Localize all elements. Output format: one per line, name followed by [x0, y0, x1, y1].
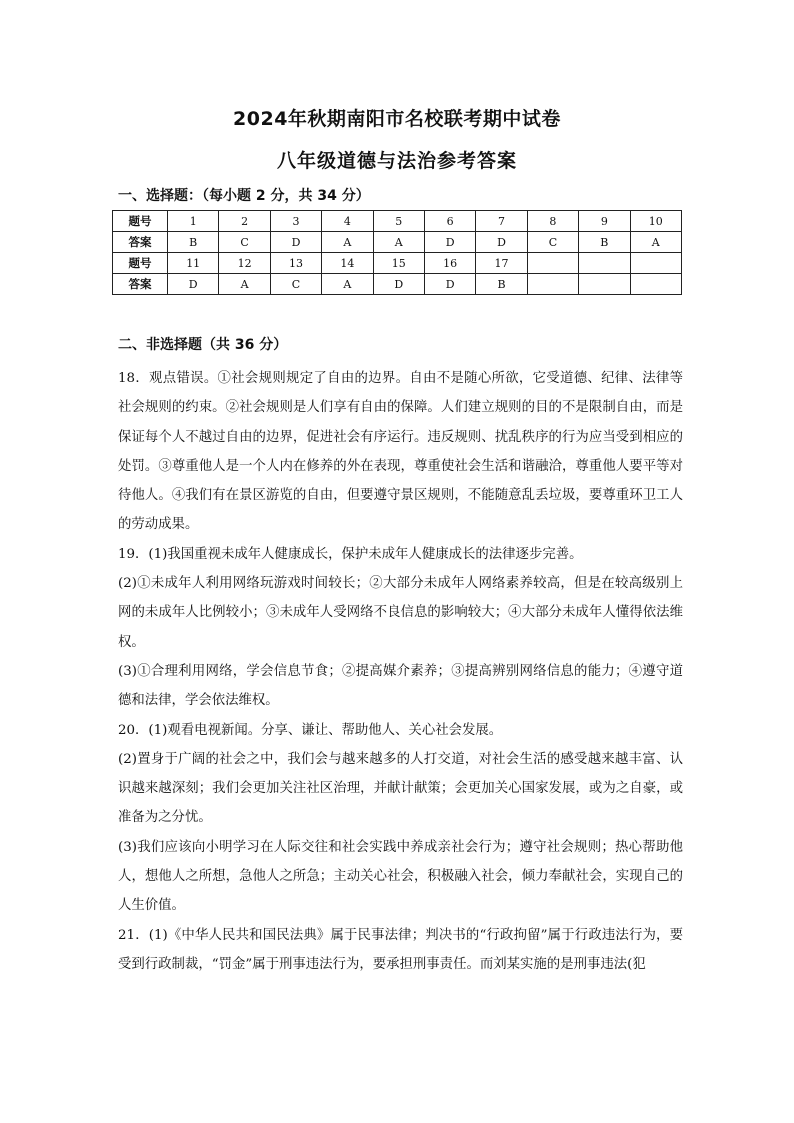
table-cell: D: [424, 232, 475, 253]
table-cell: 6: [424, 211, 475, 232]
table-cell: 2: [219, 211, 270, 232]
answer-paragraph: (2)置身于广阔的社会之中，我们会与越来越多的人打交道，对社会生活的感受越来越丰富、认识越来越深刻；我们会更加关注社区治理，并献计献策；会更加关心国家发展，或为之自豪，或准备为之分忧。: [118, 751, 683, 826]
table-cell: 16: [424, 253, 475, 274]
table-cell: D: [270, 232, 321, 253]
table-cell: D: [373, 274, 424, 295]
table-cell: A: [322, 232, 373, 253]
table-row-header: 答案: [113, 232, 168, 253]
table-cell: 10: [630, 211, 681, 232]
answer-paragraph: (3)①合理利用网络，学会信息节食；②提高媒介素养；③提高辨别网络信息的能力；④遵守道德和法律，学会依法维权。: [118, 663, 683, 709]
table-cell: A: [373, 232, 424, 253]
answer-table: [112, 210, 682, 295]
section-heading-nonchoice: 二、非选择题（共 36 分）: [118, 337, 288, 353]
answer-body: [118, 364, 683, 979]
table-cell: A: [630, 232, 681, 253]
answer-paragraph: 20．(1)观看电视新闻。分享、谦让、帮助他人、关心社会发展。: [118, 722, 503, 738]
table-cell: B: [579, 232, 630, 253]
table-row: [113, 274, 682, 295]
table-cell: A: [322, 274, 373, 295]
table-cell: 13: [270, 253, 321, 274]
table-cell: 1: [168, 211, 219, 232]
table-cell: 8: [527, 211, 578, 232]
answer-paragraph: (2)①未成年人利用网络玩游戏时间较长；②大部分未成年人网络素养较高，但是在较高级别上网的未成年人比例较小；③未成年人受网络不良信息的影响较大；④大部分未成年人懂得依法维权。: [118, 576, 683, 650]
table-cell: B: [168, 232, 219, 253]
answer-paragraph: 18．观点错误。①社会规则规定了自由的边界。自由不是随心所欲，它受道德、纪律、法律等社会规则的约束。②社会规则是人们享有自由的保障。人们建立规则的目的不是限制自由，而是保证每个人不越过自由的边界，促进社会有序运行。违反规则、扰乱秩序的行为应当受到相应的处罚。③尊重他人是一个人内在修养的外在表现，尊重使社会生活和谐融洽，尊重他人要平等对待他人。④我们有在景区游览的自由，但要遵守景区规则，不能随意乱丢垃圾，要尊重环卫工人的劳动成果。: [118, 371, 683, 533]
table-row-header: 答案: [113, 274, 168, 295]
section-heading-choice: 一、选择题：（每小题 2 分，共 34 分）: [118, 188, 370, 204]
table-cell: D: [476, 232, 527, 253]
table-cell: 17: [476, 253, 527, 274]
answer-paragraph: (3)我们应该向小明学习在人际交往和社会实践中养成亲社会行为；遵守社会规则；热心帮助他人，想他人之所想，急他人之所急；主动关心社会，积极融入社会，倾力奉献社会，实现自己的人生价值。: [118, 839, 683, 914]
table-cell: 15: [373, 253, 424, 274]
table-cell: [527, 253, 578, 274]
answer-paragraph: 21．(1)《中华人民共和国民法典》属于民事法律；判决书的“行政拘留”属于行政违法行为，要受到行政制裁，“罚金”属于刑事违法行为，要承担刑事责任。而刘某实施的是刑事违法(犯: [118, 927, 683, 972]
answer-paragraph: 19．(1)我国重视未成年人健康成长，保护未成年人健康成长的法律逐步完善。: [118, 546, 583, 562]
table-cell: [630, 253, 681, 274]
table-cell: 7: [476, 211, 527, 232]
table-cell: [579, 274, 630, 295]
table-cell: 14: [322, 253, 373, 274]
table-cell: D: [424, 274, 475, 295]
table-row-header: 题号: [113, 211, 168, 232]
table-row: [113, 211, 682, 232]
table-cell: 4: [322, 211, 373, 232]
table-cell: [527, 274, 578, 295]
table-cell: A: [219, 274, 270, 295]
table-cell: 11: [168, 253, 219, 274]
document-title: 2024年秋期南阳市名校联考期中试卷: [233, 108, 561, 130]
table-cell: D: [168, 274, 219, 295]
table-cell: C: [527, 232, 578, 253]
table-cell: [579, 253, 630, 274]
table-cell: 12: [219, 253, 270, 274]
table-cell: [630, 274, 681, 295]
table-cell: C: [270, 274, 321, 295]
table-cell: B: [476, 274, 527, 295]
document-subtitle: 八年级道德与法治参考答案: [276, 150, 517, 172]
table-cell: C: [219, 232, 270, 253]
table-cell: 9: [579, 211, 630, 232]
table-row: [113, 232, 682, 253]
table-row: [113, 253, 682, 274]
table-cell: 3: [270, 211, 321, 232]
table-cell: 5: [373, 211, 424, 232]
table-row-header: 题号: [113, 253, 168, 274]
